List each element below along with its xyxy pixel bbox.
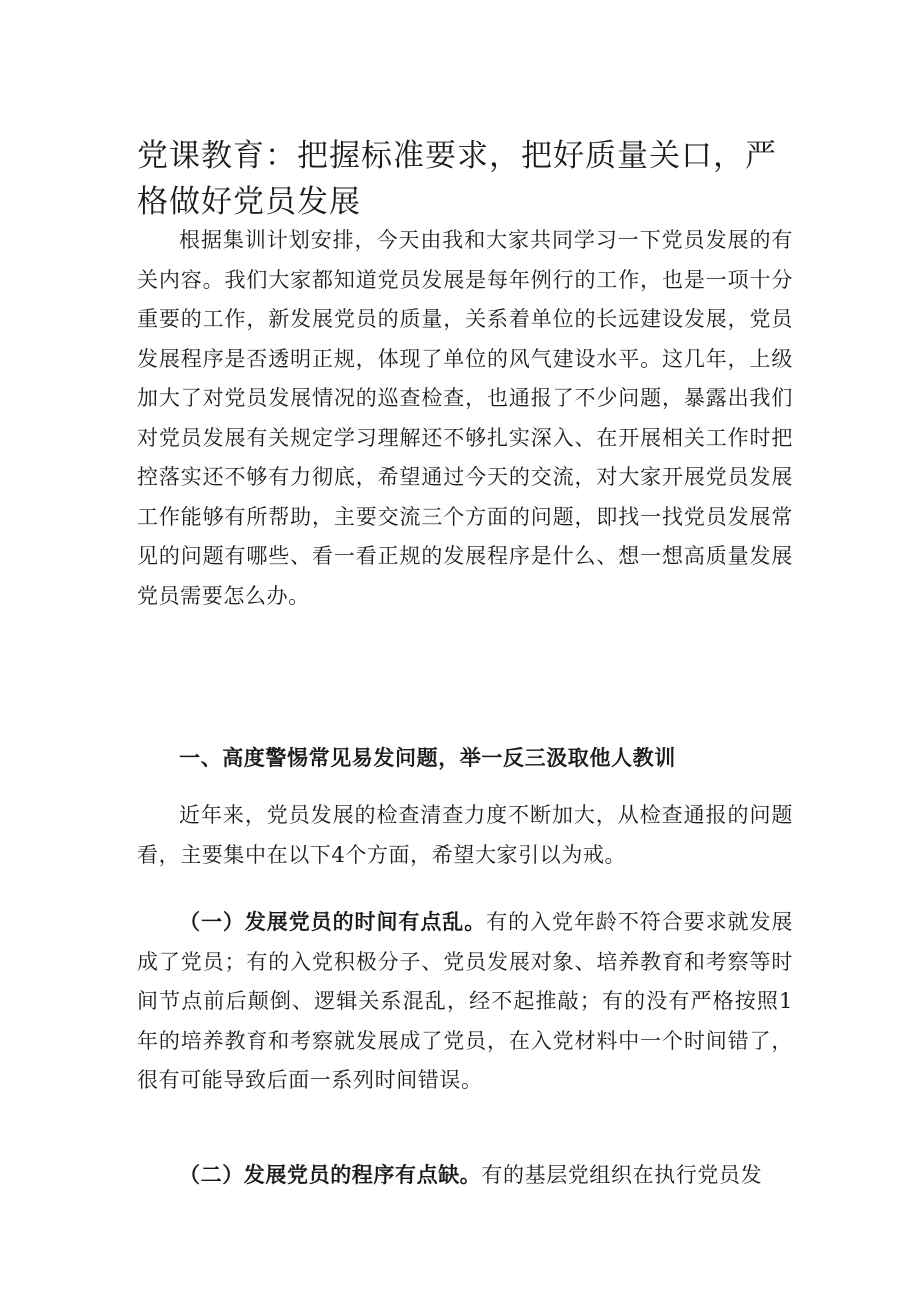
item-paragraph-2: [137, 1155, 793, 1196]
intro-paragraph: 根据集训计划安排，今天由我和大家共同学习一下党员发展的有关内容。我们大家都知道党员发展是每年例行的工作，也是一项十分重要的工作，新发展党员的质量，关系着单位的长远建设发展，党员发展程序是否透明正规，体现了单位的风气建设水平。这几年，上级加大了对党员发展情况的巡查检查，也通报了不少问题，暴露出我们对党员发展有关规定学习理解还不够扎实深入、在开展相关工作时把控落实还不够有力彻底，希望通过今天的交流，对大家开展党员发展工作能够有所帮助，主要交流三个方面的问题，即找一找党员发展常见的问题有哪些、看一看正规的发展程序是什么、想一想高质量发展党员需要怎么办。: [137, 228, 793, 608]
item-text-1: 有的入党年龄不符合要求就发展成了党员；有的入党积极分子、党员发展对象、培养教育和考察等时间节点前后颠倒、逻辑关系混乱，经不起推敲；有的没有严格按照1年的培养教育和考察就发展成了党员，在入党材料中一个时间错了，很有可能导致后面一系列时间错误。: [137, 910, 793, 1092]
item-lead-1: （一）发展党员的时间有点乱。: [179, 909, 487, 934]
item-paragraph-1: [137, 902, 793, 1101]
item-lead-2: （二）发展党员的程序有点缺。: [179, 1162, 482, 1187]
item-text-2: 有的基层党组织在执行党员发: [481, 1163, 763, 1187]
section-heading-1: 一、高度警惕常见易发问题，举一反三汲取他人教训: [179, 745, 676, 770]
document-title: 党课教育：把握标准要求，把好质量关口，严格做好党员发展: [137, 138, 777, 220]
section-1-intro-paragraph: 近年来，党员发展的检查清查力度不断加大，从检查通报的问题看，主要集中在以下4个方面，希望大家引以为戒。: [137, 803, 793, 867]
